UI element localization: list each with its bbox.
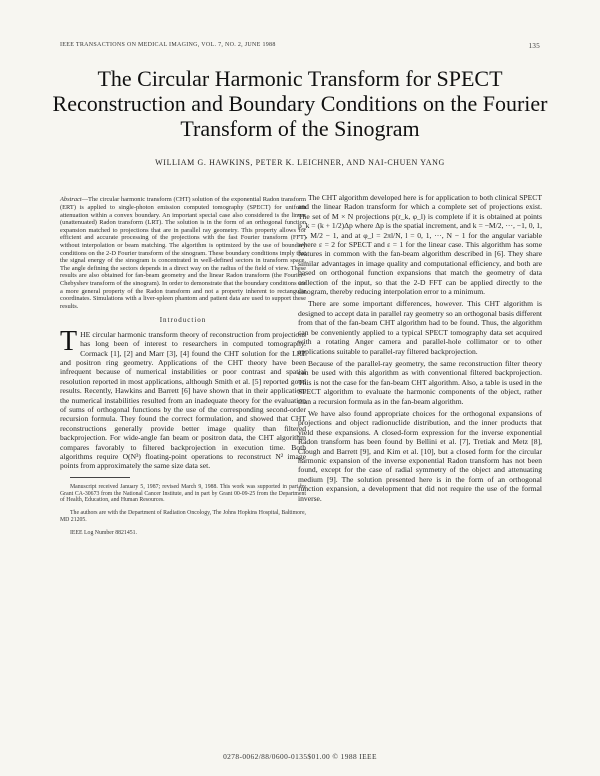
paper-title: The Circular Harmonic Transform for SPECT Reconstruction and Boundary Conditions on the Fourier Transform of the Sinogram bbox=[52, 66, 548, 141]
page-number: 135 bbox=[528, 42, 540, 50]
body-paragraph: We have also found appropriate choices for the orthogonal expansions of projections and object radionuclide distribution, and the inner products that yield these expansions. A closed-form expression for the inverse exponential Radon transform has been found by Bellini et al. [7], Tretiak and Metz [8], Clough and Barrett [9], and Kim et al. [10], but a closed form for the circular harmonic expansion of the inverse exponential Radon transform has not been found, except for the case of radial symmetry of the object and attenuating medium [9]. The solution presented here is in the form of an orthogonal function expansion, a development that did not require the use of the formal inverse. bbox=[298, 408, 542, 503]
abstract bbox=[60, 196, 306, 310]
footnote-received: Manuscript received January 5, 1987; revised March 9, 1988. This work was supported in part by Grant CA-30673 from the National Cancer Institute, and in part by Grant 00-09-25 from the Department of Health, Education, and Human Resources. bbox=[60, 483, 306, 504]
journal-citation: IEEE TRANSACTIONS ON MEDICAL IMAGING, VOL. 7, NO. 2, JUNE 1988 bbox=[60, 42, 276, 48]
introduction-text: HE circular harmonic transform theory of reconstruction from projections has long been of interest to researchers in computed tomography. Cormack [1], [2] and Marr [3], [4] found the CHT solution for the LRT and positron ring geometry. Applications of the CHT theory have been infrequent because of numerical instabilities or poor contrast and spatial resolution reported in most applications, although Smith et al. [5] reported good results. Recently, Hawkins and Barrett [6] have shown that in their application, the numerical instabilities resulted from an inadequate theory for the evaluation of sums of orthogonal functions by the use of the corresponding second-order recursion formula. They found the correct formulation, and showed that CHT reconstructions generally provide better image quality than filtered backprojection. For wide-angle fan beam or positron data, the CHT algorithm compares favorably to filtered backprojection in execution time. Both algorithms require O(N³) floating-point operations to reconstruct N² image points from approximately the same size data set. bbox=[60, 329, 306, 471]
left-column bbox=[60, 190, 306, 542]
copyright-code: 0278-0062/88/0600-0135$01.00 © 1988 IEEE bbox=[223, 752, 377, 761]
body-paragraph: There are some important differences, however. This CHT algorithm is designed to accept data in parallel ray geometry so an orthogonal basis different from that of the fan-beam CHT algorithm had to be found. Thus, the algorithm can be conveniently applied to a typical SPECT tomography data set acquired with a rotating Anger camera and parallel-hole collimator or to other applications suitable to parallel-ray filtered backprojection. bbox=[298, 299, 542, 356]
footnote-divider bbox=[70, 477, 130, 478]
body-paragraph: The CHT algorithm developed here is for application to both clinical SPECT and the linear Radon transform for which a complete set of projections exist. The set of M × N projections p(r_k, φ_l) is complete if it is obtained at points p_k = (k + 1/2)Δp where Δp is the spatial increment, and k = −M/2, ···, −1, 0, 1, ···, M/2 − 1, and at φ_l = 2πl/N, l = 0, 1, ···, N − 1 for the angular variable where ε = 2 for SPECT and ε = 1 for the linear case. This algorithm has some features in common with the fan-beam algorithm described in [6]. They share similar advantages in image quality and computational efficiency, and both are based on orthogonal function expansions that match the geometry of data collection of the input, so that the 2-D FFT can be applied directly to the sinogram, thereby reducing interpolation error to a minimum. bbox=[298, 193, 542, 297]
abstract-lead: Abstract bbox=[60, 196, 82, 204]
footnote-affiliation: The authors are with the Department of Radiation Oncology, The Johns Hopkins Hospital, Baltimore, MD 21205. bbox=[60, 510, 306, 524]
right-column bbox=[298, 193, 542, 506]
drop-cap: T bbox=[60, 325, 78, 357]
introduction-heading: Introduction bbox=[159, 316, 207, 325]
introduction-paragraph bbox=[60, 325, 306, 471]
abstract-text: —The circular harmonic transform (CHT) solution of the exponential Radon transform (ERT) is applied to single-photon emission computed tomography (SPECT) for uniform attenuation within a convex boundary. An important special case also considered is the linear (unattenuated) Radon transform (LRT). The solution is in the form of an orthogonal function expansion matched to projections that are in parallel ray geometry. This property allows for efficient and accurate processing of the projections with the fast Fourier transform (FFT) without interpolation or beam matching. The algorithm is optimized by the use of boundary conditions on the 2-D Fourier transform of the sinogram. These boundary conditions imply that the signal energy of the sinogram is concentrated in well-defined sectors in transform space. The angle defining the sectors depends in a direct way on the radius of the field of view. These results are also obtained for fan-beam geometry and the linear Radon transform (the Fourier–Chebyshev transform of the sinogram). In order to demonstrate that the boundary conditions are a more general property of the Radon transform and not a property inherent to rectangular coordinates. Simulations with a liver-spleen phantom and patient data are used to support these results. bbox=[60, 196, 306, 310]
author-line: WILLIAM G. HAWKINS, PETER K. LEICHNER, AND NAI-CHUEN YANG bbox=[155, 158, 445, 167]
running-head bbox=[60, 42, 540, 54]
footnote-log: IEEE Log Number 8821451. bbox=[70, 529, 137, 536]
body-paragraph: Because of the parallel-ray geometry, the same reconstruction filter theory can be used with this algorithm as with conventional filtered backprojection. This is not the case for the fan-beam CHT algorithm. Also, a table is used in the SPECT algorithm to evaluate the harmonic components of the object, rather than a recursion formula as in the fan-beam algorithm. bbox=[298, 358, 542, 406]
